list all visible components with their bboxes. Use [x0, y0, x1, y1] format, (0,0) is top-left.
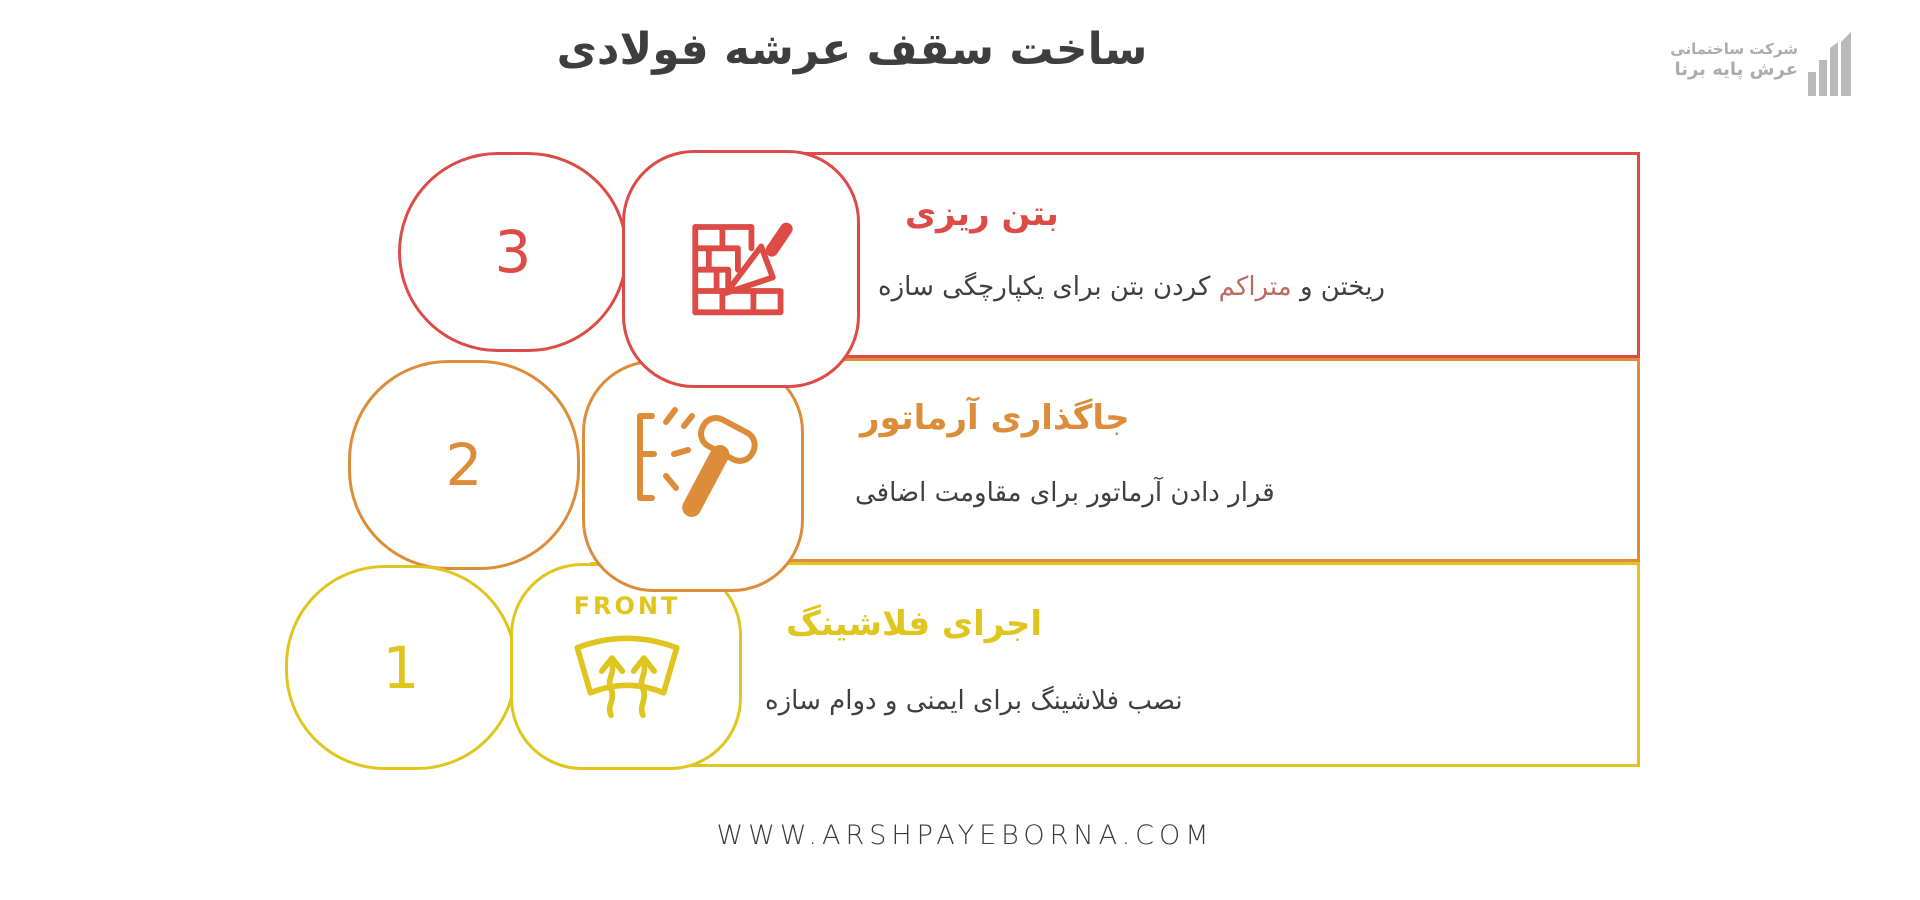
desc-part: کردن بتن برای یکپارچگی سازه [878, 272, 1219, 302]
step-title-concrete: بتن ریزی [905, 194, 1059, 234]
step-band-rebar [660, 358, 1640, 562]
desc-part: ریختن و [1291, 272, 1385, 302]
front-windshield-icon [566, 626, 688, 726]
building-bars-icon [1808, 32, 1858, 100]
desc-highlight: متراکم [1218, 272, 1292, 302]
step-number-2: 2 [348, 360, 580, 570]
step-title-rebar: جاگذاری آرماتور [860, 398, 1130, 438]
website-url: WWW.ARSHPAYEBORNA.COM [716, 820, 1214, 851]
desc-part: قرار دادن آرماتور برای مقاومت اضافی [855, 478, 1275, 508]
brick-trowel-icon [672, 196, 798, 326]
step-desc-flashing [765, 686, 1183, 716]
step-number-1: 1 [285, 565, 517, 770]
step-band-flashing [590, 562, 1640, 767]
step-desc-concrete [878, 272, 1385, 302]
step-number-3: 3 [398, 152, 628, 352]
desc-part: نصب فلاشینگ برای ایمنی و دوام سازه [765, 686, 1183, 716]
company-logo [1630, 30, 1890, 100]
page-title: ساخت سقف عرشه فولادی [556, 24, 1148, 75]
step-desc-rebar [855, 478, 1275, 508]
logo-line1: شرکت ساختمانی [1670, 40, 1798, 58]
front-icon-label: FRONT [573, 592, 681, 620]
logo-text [1670, 40, 1798, 81]
logo-line2: عرش پایه برنا [1674, 58, 1798, 80]
hammer-nail-icon [618, 388, 768, 532]
step-title-flashing: اجرای فلاشینگ [786, 604, 1043, 644]
